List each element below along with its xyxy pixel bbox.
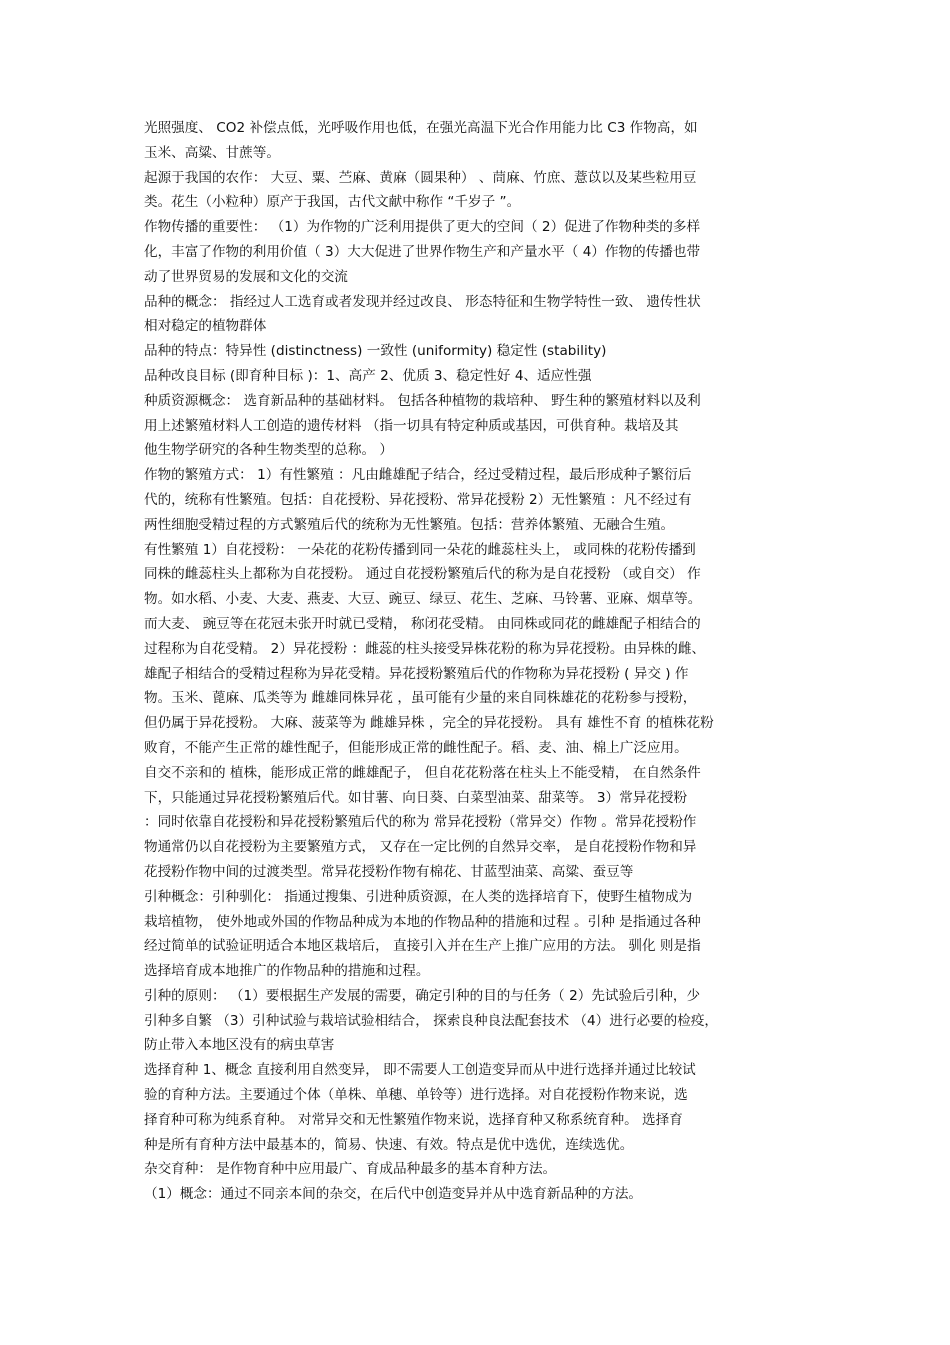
text-line: 他生物学研究的各种生物类型的总称。 ） xyxy=(144,442,394,459)
text-line: 自交不亲和的 植株，能形成正常的雌雄配子， 但自花花粉落在柱头上不能受精， 在自然条件 xyxy=(144,764,701,781)
text-line: 类。花生（小粒种）原产于我国，古代文献中称作 “千岁子 ”。 xyxy=(144,194,521,211)
text-line: 用上述繁殖材料人工创造的遗传材料 （指一切具有特定种质或基因，可供育种。栽培及其 xyxy=(144,417,679,434)
document-body xyxy=(144,116,808,1207)
text-line: 引种的原则： （1）要根据生产发展的需要，确定引种的目的与任务（ 2）先试验后引种，少 xyxy=(144,987,701,1004)
text-line: 败育，不能产生正常的雄性配子，但能形成正常的雌性配子。稻、麦、油、棉上广泛应用。 xyxy=(144,739,688,756)
text-line: 验的育种方法。主要通过个体（单株、单穗、单铃等）进行选择。对自花授粉作物来说，选 xyxy=(144,1087,688,1104)
text-line: 引种概念：引种驯化： 指通过搜集、引进种质资源，在人类的选择培育下，使野生植物成为 xyxy=(144,888,693,905)
text-line: 作物传播的重要性： （1）为作物的广泛利用提供了更大的空间（ 2）促进了作物种类的多样 xyxy=(144,219,701,236)
text-line: 择育种可称为纯系育种。 对常异交和无性繁殖作物来说，选择育种又称系统育种。 选择育 xyxy=(144,1111,683,1128)
text-line: 而大麦、 豌豆等在花冠未张开时就已受精， 称闭花受精。 由同株或同花的雌雄配子相结合的 xyxy=(144,615,701,632)
text-line: 两性细胞受精过程的方式繁殖后代的统称为无性繁殖。包括：营养体繁殖、无融合生殖。 xyxy=(144,516,675,533)
text-line: 选择培育成本地推广的作物品种的措施和过程。 xyxy=(144,963,430,980)
text-line: 物。如水稻、小麦、大麦、燕麦、大豆、豌豆、绿豆、花生、芝麻、马铃薯、亚麻、烟草等。 xyxy=(144,591,702,608)
text-line: 花授粉作物中间的过渡类型。常异花授粉作物有棉花、甘蓝型油菜、高粱、蚕豆等 xyxy=(144,863,634,880)
text-line: 光照强度、 CO2 补偿点低，光呼吸作用也低，在强光高温下光合作用能力比 C3 作物高，如 xyxy=(144,120,698,136)
text-line: 防止带入本地区没有的病虫草害 xyxy=(144,1037,335,1054)
text-line: 品种改良目标 (即育种目标 )：1、高产 2、优质 3、稳定性好 4、适应性强 xyxy=(144,367,592,384)
text-line: 过程称为自花受精。 2）异花授粉 ：雌蕊的柱头接受异株花粉的称为异花授粉。由异株的雌、 xyxy=(144,640,706,657)
text-line: 品种的概念： 指经过人工选育或者发现并经过改良、 形态特征和生物学特性一致、 遗传性状 xyxy=(144,293,701,310)
text-line: 雄配子相结合的受精过程称为异花受精。异花授粉繁殖后代的作物称为异花授粉 ( 异交 ) 作 xyxy=(144,665,689,682)
text-line: 玉米、高粱、甘蔗等。 xyxy=(144,144,280,161)
text-line: 种质资源概念： 选育新品种的基础材料。 包括各种植物的栽培种、 野生种的繁殖材料以及利 xyxy=(144,392,701,409)
text-line: 栽培植物， 使外地或外国的作物品种成为本地的作物品种的措施和过程 。引种 是指通过各种 xyxy=(144,913,701,930)
text-line: 起源于我国的农作： 大豆、粟、苎麻、黄麻（圆果种） 、茼麻、竹庶、薏苡以及某些粒用豆 xyxy=(144,169,697,186)
text-line: 但仍属于异花授粉。 大麻、菠菜等为 雌雄异株 ，完全的异花授粉。 具有 雄性不育 的植株花粉 xyxy=(144,715,714,732)
text-line: 引种多自繁 （3）引种试验与栽培试验相结合， 探索良种良法配套技术 （4）进行必要的检疫， xyxy=(144,1012,719,1029)
text-line: 代的，统称有性繁殖。包括：自花授粉、异花授粉、常异花授粉 2）无性繁殖 ：凡不经过有 xyxy=(144,491,692,508)
text-line: 动了世界贸易的发展和文化的交流 xyxy=(144,268,348,285)
text-line: 选择育种 1、概念 直接利用自然变异， 即不需要人工创造变异而从中进行选择并通过比较试 xyxy=(144,1062,696,1079)
text-line: 下，只能通过异花授粉繁殖后代。如甘薯、向日葵、白菜型油菜、甜菜等。 3）常异花授粉 xyxy=(144,789,688,806)
text-line: （1）概念：通过不同亲本间的杂交，在后代中创造变异并从中选育新品种的方法。 xyxy=(144,1186,643,1203)
text-line: 同株的雌蕊柱头上都称为自花授粉。 通过自花授粉繁殖后代的称为是自花授粉 （或自交） 作 xyxy=(144,566,701,583)
text-line: 作物的繁殖方式： 1）有性繁殖 ：凡由雌雄配子结合，经过受精过程，最后形成种子繁衍后 xyxy=(144,467,692,484)
text-line: 杂交育种： 是作物育种中应用最广、育成品种最多的基本育种方法。 xyxy=(144,1161,557,1178)
text-line: 种是所有育种方法中最基本的，简易、快速、有效。特点是优中选优，连续选优。 xyxy=(144,1136,634,1153)
text-line: 有性繁殖 1）自花授粉： 一朵花的花粉传播到同一朵花的雌蕊柱头上， 或同株的花粉传播到 xyxy=(144,541,696,558)
text-line: 品种的特点：特异性 (distinctness) 一致性 (uniformity) 稳定性 (stability) xyxy=(144,343,607,360)
text-line: 相对稳定的植物群体 xyxy=(144,318,267,335)
text-line: 经过简单的试验证明适合本地区栽培后， 直接引入并在生产上推广应用的方法。 驯化 则是指 xyxy=(144,938,701,955)
text-line: ：同时依靠自花授粉和异花授粉繁殖后代的称为 常异花授粉（常异交）作物 。常异花授粉作 xyxy=(144,814,697,831)
text-line: 物。玉米、蓖麻、瓜类等为 雌雄同株异花 ，虽可能有少量的来自同株雄花的花粉参与授粉， xyxy=(144,690,697,707)
text-line: 化，丰富了作物的利用价值（ 3）大大促进了世界作物生产和产量水平（ 4）作物的传播也带 xyxy=(144,243,701,260)
text-line: 物通常仍以自花授粉为主要繁殖方式， 又存在一定比例的自然异交率， 是自花授粉作物和异 xyxy=(144,839,697,856)
